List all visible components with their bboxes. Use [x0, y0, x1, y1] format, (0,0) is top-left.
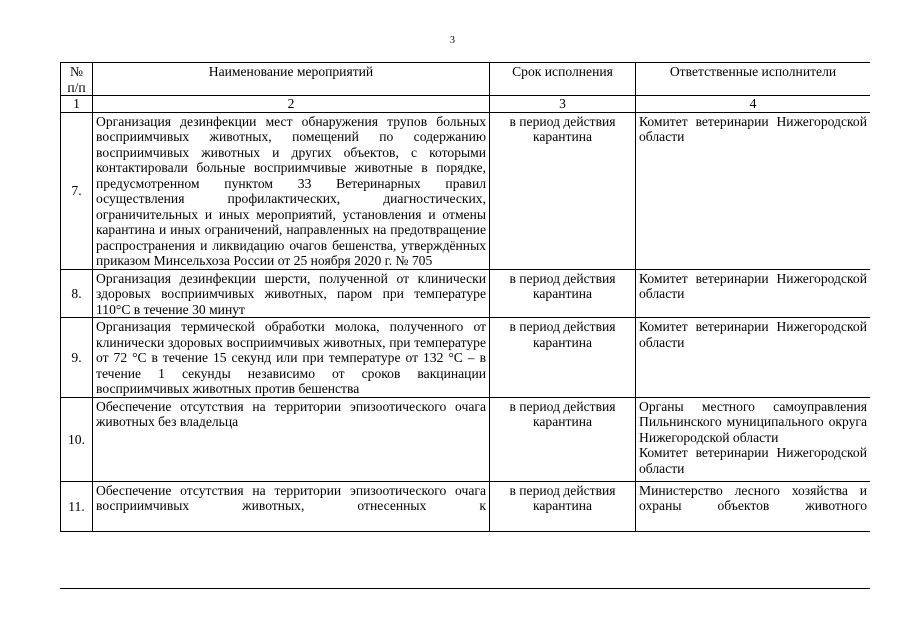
measure-description: Организация дезинфекции шерсти, полученной от клинически здоровых восприимчивых животных, паром при температуре 110°С в течение 30 минут	[93, 269, 490, 318]
column-number: 4	[636, 96, 871, 113]
execution-term: в период действия карантина	[490, 269, 636, 318]
row-number: 10.	[61, 397, 93, 481]
execution-term: в период действия карантина	[490, 397, 636, 481]
column-numbers-row	[61, 96, 871, 113]
header-measures: Наименование мероприятий	[93, 63, 490, 96]
table-row	[61, 397, 871, 481]
measure-description: Обеспечение отсутствия на территории эпизоотического очага животных без владельца	[93, 397, 490, 481]
column-number: 2	[93, 96, 490, 113]
responsible-entry: Министерство лесного хозяйства и охраны объектов животного	[639, 482, 867, 513]
execution-term: в период действия карантина	[490, 318, 636, 398]
table-row	[61, 112, 871, 269]
page-number: 3	[450, 35, 455, 46]
row-number: 8.	[61, 269, 93, 318]
execution-term: в период действия карантина	[490, 481, 636, 531]
responsible-entry: Органы местного самоуправления Пильнинского муниципального округа Нижегородской области	[639, 398, 867, 445]
row-number: 9.	[61, 318, 93, 398]
row-number: 7.	[61, 112, 93, 269]
responsible-entry: Комитет ветеринарии Нижегородской области	[639, 319, 867, 350]
table-header-row	[61, 63, 871, 96]
table-row	[61, 481, 871, 531]
row-number: 11.	[61, 481, 93, 531]
responsible-executors	[636, 112, 871, 269]
table-row	[61, 318, 871, 398]
execution-term: в период действия карантина	[490, 112, 636, 269]
responsible-entry: Комитет ветеринарии Нижегородской области	[639, 270, 867, 301]
responsible-executors	[636, 318, 871, 398]
measure-description: Организация термической обработки молока, полученного от клинически здоровых восприимчивых животных, при температуре от 72 °С в течение 15 секунд или при температуре от 132 °С – в течение 1 секунды независимо от сроков вакцинации восприимчивых животных против бешенства	[93, 318, 490, 398]
header-term: Срок исполнения	[490, 63, 636, 96]
responsible-entry: Комитет ветеринарии Нижегородской области	[639, 113, 867, 144]
column-number: 1	[61, 96, 93, 113]
header-responsible: Ответственные исполнители	[636, 63, 871, 96]
column-number: 3	[490, 96, 636, 113]
measure-description: Организация дезинфекции мест обнаружения трупов больных восприимчивых животных, помещений по содержанию восприимчивых животных и других объектов, с которыми контактировали больные восприимчивые животные в порядке, предусмотренном пунктом 33 Ветеринарных правил осуществления профилактических, диагностических, ограничительных и иных мероприятий, установления и отмены карантина и иных ограничений, направленных на предотвращение распространения и ликвидацию очагов бешенства, утверждённых приказом Минсельхоза России от 25 ноября 2020 г. № 705	[93, 112, 490, 269]
responsible-executors	[636, 269, 871, 318]
measure-description: Обеспечение отсутствия на территории эпизоотического очага восприимчивых животных, отнесенных к	[93, 481, 490, 531]
responsible-executors	[636, 481, 871, 531]
table-viewport	[60, 62, 870, 589]
responsible-entry: Комитет ветеринарии Нижегородской области	[639, 445, 867, 476]
responsible-executors	[636, 397, 871, 481]
header-number: № п/п	[61, 63, 93, 96]
table-row	[61, 269, 871, 318]
measures-table	[60, 62, 870, 532]
